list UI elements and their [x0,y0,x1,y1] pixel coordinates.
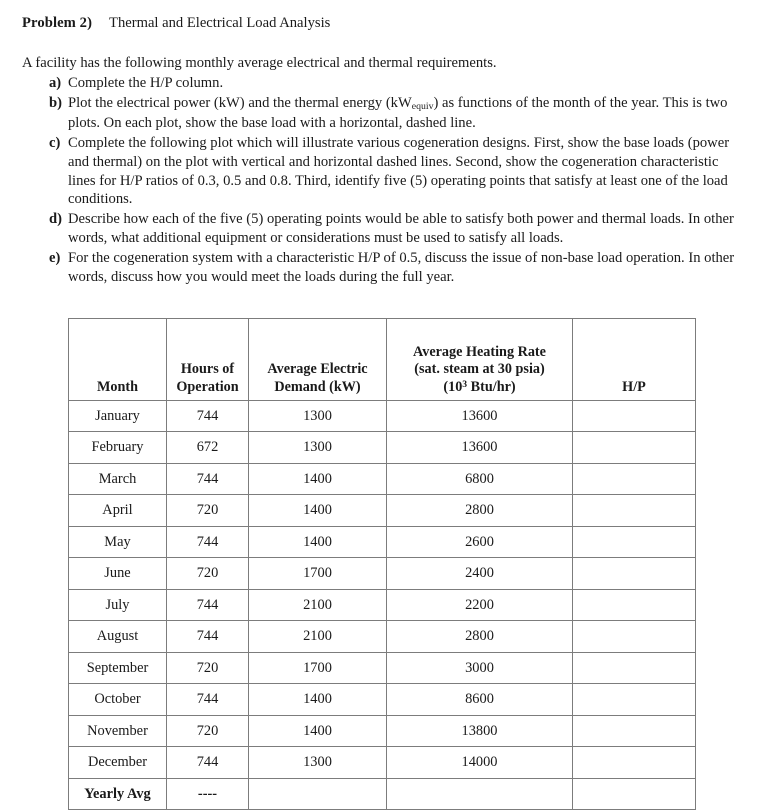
cell-demand: 1300 [249,747,387,779]
cell-hours: 744 [167,621,249,653]
cell-month: July [69,589,167,621]
column-header-heating-rate [387,318,573,400]
cell-heat: 2400 [387,558,573,590]
problem-part-a [20,74,749,93]
cell-demand: 1700 [249,558,387,590]
table-row [69,400,696,432]
problem-part-e [20,249,749,287]
cell-heat: 2800 [387,495,573,527]
cell-hp[interactable] [573,589,696,621]
table-row [69,747,696,779]
table-row [69,463,696,495]
heat-units-suffix: Btu/hr) [467,378,516,395]
column-header-heat-line3 [387,379,572,396]
part-text-d: Describe how each of the five (5) operating points would be able to satisfy both power and thermal loads. In other words, what additional equipment or considerations must be used to satisfy all loads. [68,211,734,247]
cell-month: May [69,526,167,558]
cell-demand: 1700 [249,652,387,684]
cell-heat: 3000 [387,652,573,684]
cell-heat: 14000 [387,747,573,779]
cell-demand: 2100 [249,621,387,653]
part-text-b-before: Plot the electrical power (kW) and the thermal energy (kW [68,95,412,112]
cell-heat: 2600 [387,526,573,558]
cell-hours: 744 [167,589,249,621]
cell-demand: 1400 [249,495,387,527]
part-marker-c: c) [49,134,61,151]
cell-demand: 1400 [249,684,387,716]
problem-label: Problem 2) [22,15,93,31]
cell-month: Yearly Avg [69,778,167,810]
cell-hours: 720 [167,495,249,527]
cell-month: November [69,715,167,747]
cell-hours: ---- [167,778,249,810]
table-row [69,589,696,621]
cell-month: February [69,432,167,464]
column-header-hours [167,318,249,400]
cell-hp[interactable] [573,495,696,527]
table-row [69,495,696,527]
cell-month: August [69,621,167,653]
cell-heat: 8600 [387,684,573,716]
table-row [69,621,696,653]
cell-month: September [69,652,167,684]
cell-hp[interactable] [573,747,696,779]
cell-heat: 6800 [387,463,573,495]
cell-hp[interactable] [573,684,696,716]
table-header [69,318,696,400]
cell-heat: 13600 [387,432,573,464]
cell-hp[interactable] [573,526,696,558]
column-header-hp-label: H/P [622,378,646,395]
cell-heat: 13800 [387,715,573,747]
problem-title: Thermal and Electrical Load Analysis [109,15,331,31]
column-header-demand-line1: Average Electric [267,361,368,378]
column-header-hours-line1: Hours of [180,361,235,378]
cell-heat: 2200 [387,589,573,621]
cell-demand: 1400 [249,715,387,747]
page-title [22,14,749,32]
column-header-heat-line1: Average Heating Rate [413,343,546,360]
cell-hours: 744 [167,463,249,495]
part-marker-b: b) [49,95,62,112]
cell-month: December [69,747,167,779]
cell-demand: 1300 [249,432,387,464]
table-row [69,715,696,747]
cell-hours: 744 [167,684,249,716]
part-text-a: Complete the H/P column. [68,75,224,92]
cell-hp[interactable] [573,400,696,432]
cell-demand: 2100 [249,589,387,621]
problem-part-b [20,94,749,133]
cell-hp[interactable] [573,463,696,495]
cell-month: June [69,558,167,590]
cell-heat[interactable] [387,778,573,810]
cell-demand: 1400 [249,463,387,495]
column-header-month [69,318,167,400]
column-header-demand-line2: Demand (kW) [274,378,361,395]
cell-hours: 672 [167,432,249,464]
cell-hp[interactable] [573,558,696,590]
table-row [69,526,696,558]
column-header-demand [249,318,387,400]
part-b-subscript: equiv [411,101,434,113]
problem-part-d [20,210,749,248]
column-header-heat-line2: (sat. steam at 30 psia) [414,361,545,378]
table-row-yearly-average [69,778,696,810]
intro-paragraph: A facility has the following monthly average electrical and thermal requirements. [22,55,497,72]
monthly-loads-table [68,318,696,810]
cell-hours: 720 [167,715,249,747]
cell-heat: 2800 [387,621,573,653]
part-marker-d: d) [49,211,62,228]
problem-parts-list [20,74,749,287]
part-marker-a: a) [49,75,62,92]
cell-hours: 720 [167,652,249,684]
part-text-c: Complete the following plot which will illustrate various cogeneration designs. First, show the base loads (power and thermal) on the plot with vertical and horizontal dashed lines. Second, show the cogeneration characteristic lines for H/P ratios of 0.3, 0.5 and 0.8. Third, identify five (5) operating points that satisfy at least one of the load conditions. [68,134,730,208]
cell-hours: 744 [167,400,249,432]
cell-month: January [69,400,167,432]
table-row [69,684,696,716]
cell-hp[interactable] [573,715,696,747]
table-header-row [69,318,696,400]
column-header-month-label: Month [97,378,138,395]
cell-demand: 1300 [249,400,387,432]
cell-month: October [69,684,167,716]
cell-hp[interactable] [573,621,696,653]
cell-demand[interactable] [249,778,387,810]
problem-part-c [20,134,749,210]
cell-heat: 13600 [387,400,573,432]
column-header-hp [573,318,696,400]
loads-table-container [68,318,749,810]
table-row [69,652,696,684]
cell-hp[interactable] [573,778,696,810]
heat-units-prefix: (10 [443,378,463,395]
cell-hp[interactable] [573,432,696,464]
table-row [69,558,696,590]
cell-hours: 720 [167,558,249,590]
table-body [69,400,696,810]
part-text-e: For the cogeneration system with a characteristic H/P of 0.5, discuss the issue of non-base load operation. In other words, discuss how you would meet the loads during the full year. [68,250,735,286]
part-marker-e: e) [49,250,61,267]
cell-hours: 744 [167,747,249,779]
cell-hp[interactable] [573,652,696,684]
table-row [69,432,696,464]
cell-demand: 1400 [249,526,387,558]
cell-month: April [69,495,167,527]
cell-month: March [69,463,167,495]
heat-units-exponent: 3 [462,378,468,390]
column-header-hours-line2: Operation [176,378,239,395]
part-text-b-after: ) as functions of the month of the year. This is two plots. On each plot, show the base load with a horizontal, dashed line. [68,95,728,131]
cell-hours: 744 [167,526,249,558]
